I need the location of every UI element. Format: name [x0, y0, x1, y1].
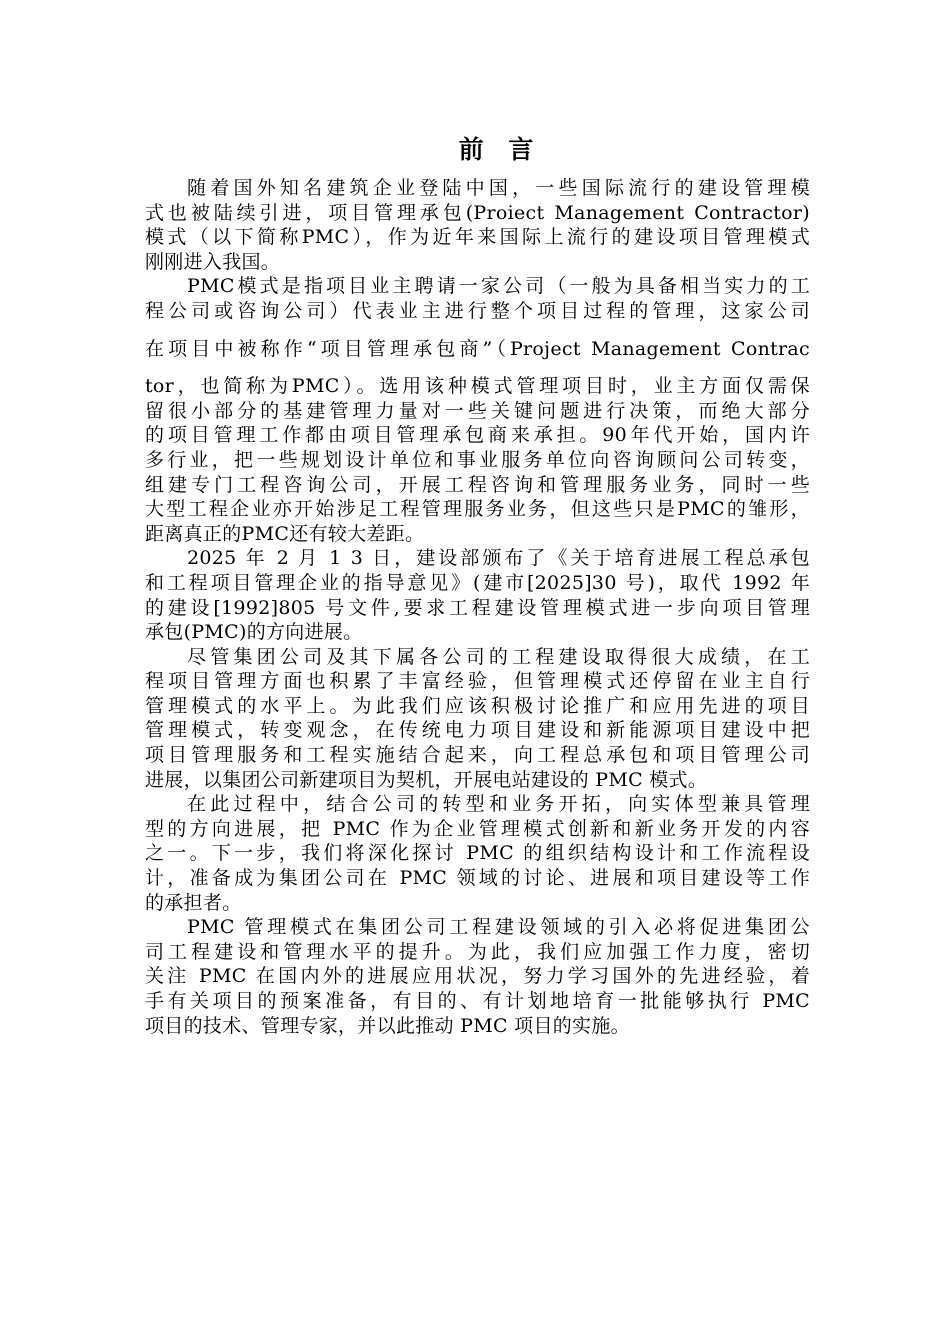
- text-line: 留很小部分的基建管理力量对一些关键问题进行决策，而绝大部分: [145, 399, 810, 422]
- text-line: 刚刚进入我国。: [145, 250, 281, 273]
- text-line: 的承担者。: [145, 891, 242, 914]
- text-line: 之一。下一步，我们将深化探讨 PMC 的组织结构设计和工作流程设: [145, 842, 810, 865]
- text-line: 和工程项目管理企业的指导意见》(建市[2025]30 号)，取代 1992 年: [145, 571, 810, 594]
- paragraph-next-steps: [145, 792, 810, 915]
- text-line: 程公司或咨询公司）代表业主进行整个项目过程的管理，这家公司: [145, 299, 810, 322]
- line-gap: [145, 324, 810, 337]
- page-title: 前 言: [458, 135, 542, 164]
- document-body: [145, 176, 810, 1038]
- text-line: 项目的技术、管理专家，并以此推动 PMC 项目的实施。: [145, 1014, 630, 1037]
- text-line: 承包(PMC)的方向进展。: [145, 621, 363, 644]
- text-line: 管理模式的水平上。为此我们应该积极讨论推广和应用先进的项目: [145, 694, 810, 717]
- text-line: 关注 PMC 在国内外的进展应用状况，努力学习国外的先进经验，着: [145, 965, 810, 988]
- text-line: 组建专门工程咨询公司，开展工程咨询和管理服务业务，同时一些: [145, 473, 810, 496]
- text-line: 项目管理服务和工程实施结合起来，向工程总承包和项目管理公司: [145, 744, 810, 767]
- text-line: 进展，以集团公司新建项目为契机，开展电站建设的 PMC 模式。: [145, 768, 708, 791]
- text-line: 模式（以下简称PMC），作为近年来国际上流行的建设项目管理模式: [145, 226, 810, 249]
- text-line: 的项目管理工作都由项目管理承包商来承担。90年代开始，国内许: [145, 424, 810, 447]
- paragraph-intro: [145, 176, 810, 274]
- text-line: 程项目管理方面也积累了丰富经验，但管理模式还停留在业主自行: [145, 670, 810, 693]
- text-line: 式也被陆续引进，项目管理承包(Proiect Management Contractor): [145, 201, 810, 224]
- text-line: 多行业，把一些规划设计单位和事业服务单位向咨询顾问公司转变，: [145, 448, 810, 471]
- text-line: 大型工程企业亦开始涉足工程管理服务业务，但这些只是PMC的雏形，: [145, 498, 810, 521]
- text-line: 尽管集团公司及其下属各公司的工程建设取得很大成绩，在工: [187, 645, 810, 668]
- paragraph-pmc-definition: [145, 274, 810, 546]
- paragraph-group-status: [145, 645, 810, 793]
- text-line: tor，也简称为PMC）。选用该种模式管理项目时，业主方面仅需保: [145, 375, 810, 398]
- text-line: 在项目中被称作“项目管理承包商”（Project Management Contrac: [145, 337, 810, 360]
- paragraph-conclusion: [145, 915, 810, 1038]
- text-line: 的建设[1992]805 号文件,要求工程建设管理模式进一步向项目管理: [145, 596, 810, 619]
- text-line: 随着国外知名建筑企业登陆中国，一些国际流行的建设管理模: [187, 177, 810, 199]
- line-gap: [145, 361, 810, 374]
- text-line: 手有关项目的预案准备，有目的、有计划地培育一批能够执行 PMC: [145, 990, 810, 1012]
- text-line: 计，准备成为集团公司在 PMC 领域的讨论、进展和项目建设等工作: [145, 867, 810, 890]
- text-line: 管理模式，转变观念，在传统电力项目建设和新能源项目建设中把: [145, 719, 810, 742]
- text-line: 2025 年 2 月 1 3 日，建设部颁布了《关于培育进展工程总承包: [187, 547, 810, 570]
- text-line: PMC模式是指项目业主聘请一家公司（一般为具备相当实力的工: [187, 275, 810, 298]
- text-line: 距离真正的PMC还有较大差距。: [145, 522, 425, 545]
- text-line: 司工程建设和管理水平的提升。为此，我们应加强工作力度，密切: [145, 940, 810, 963]
- paragraph-policy: [145, 546, 810, 644]
- text-line: PMC 管理模式在集团公司工程建设领域的引入必将促进集团公: [187, 916, 810, 939]
- text-line: 在此过程中，结合公司的转型和业务开拓，向实体型兼具管理: [187, 793, 810, 816]
- text-line: 型的方向进展，把 PMC 作为企业管理模式创新和新业务开发的内容: [145, 817, 810, 840]
